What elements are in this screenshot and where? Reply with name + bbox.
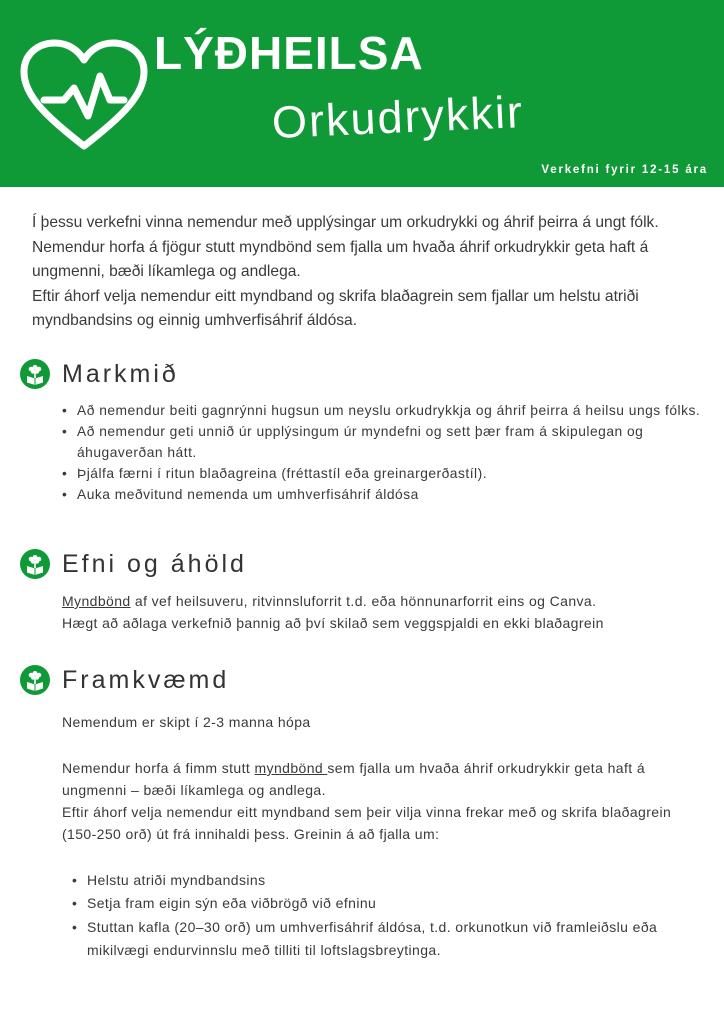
procedure-text [62,757,702,801]
section-heading-efni: Efni og áhöld [62,550,247,578]
intro-paragraph: Eftir áhorf velja nemendur eitt myndband og skrifa blaðagrein sem fjallar um helstu atriði myndbandsins og einnig umhverfisáhrif áldósa. [32,287,639,330]
article-instructions: Eftir áhorf velja nemendur eitt myndband sem þeir vilja vinna frekar með og skrifa blaðagrein (150-250 orð) út frá innihaldi þess. Greinin á að fjalla um: [62,804,672,842]
list-item: • Auka meðvitund nemenda um umhverfisáhrif áldósa [62,484,704,505]
materials-text [62,590,702,634]
page-subtitle: Orkudrykkir [270,86,525,148]
videos-link[interactable]: Myndbönd [62,593,131,609]
tree-book-icon [20,549,50,579]
section-heading-markmid: Markmið [62,360,179,388]
groups-text: Nemendum er skipt í 2-3 manna hópa [62,714,311,730]
header-banner [0,0,724,187]
list-item: • Að nemendur beiti gagnrýnni hugsun um neyslu orkudrykkja og áhrif þeirra á heilsu ungs fólks. [62,400,704,421]
materials-text-rest: af vef heilsuveru, ritvinnsluforrit t.d. eða hönnunarforrit eins og Canva. [130,593,597,609]
tree-book-icon [20,359,50,389]
list-item: • Stuttan kafla (20–30 orð) um umhverfisáhrif áldósa, t.d. orkunotkun við framleiðslu eða mikilvægi endurvinnslu með tilliti til loftslagsbreytinga. [72,916,692,963]
procedure-text-start: Nemendur horfa á fimm stutt [62,760,255,776]
page-title: LÝÐHEILSA [154,27,424,79]
intro-paragraph: Í þessu verkefni vinna nemendur með upplýsingar um orkudrykki og áhrif þeirra á ungt fólk. Nemendur horfa á fjögur stutt myndbönd sem fjalla um hvaða áhrif orkudrykkir geta haft á ungmenni, bæði líkamlega og andlega. [32,214,659,281]
materials-text-line2: Hægt að aðlaga verkefnið þannig að því skilað sem veggspjaldi en ekki blaðagrein [62,615,604,631]
tree-book-icon [20,665,50,695]
goals-list [62,400,704,505]
list-item: • Þjálfa færni í ritun blaðagreina (fréttastíl eða greinargerðastíl). [62,463,704,484]
heart-pulse-icon [18,38,150,154]
videos-link[interactable]: myndbönd [254,760,328,776]
section-heading-framkvaemd: Framkvæmd [62,666,230,694]
intro-text [32,211,692,334]
list-item: • Að nemendur geti unnið úr upplýsingum úr myndefni og sett þær fram á skipulegan og áhugaverðan hátt. [62,421,704,463]
list-item: • Setja fram eigin sýn eða viðbrögð við efninu [72,892,692,915]
procedure-text-rest: sem fjalla um hvaða áhrif orkudrykkir geta haft á ungmenni – bæði líkamlega og andlega. [62,760,646,798]
article-topics-list [72,869,692,963]
age-group-label: Verkefni fyrir 12-15 ára [541,164,708,176]
list-item: • Helstu atriði myndbandsins [72,869,692,892]
